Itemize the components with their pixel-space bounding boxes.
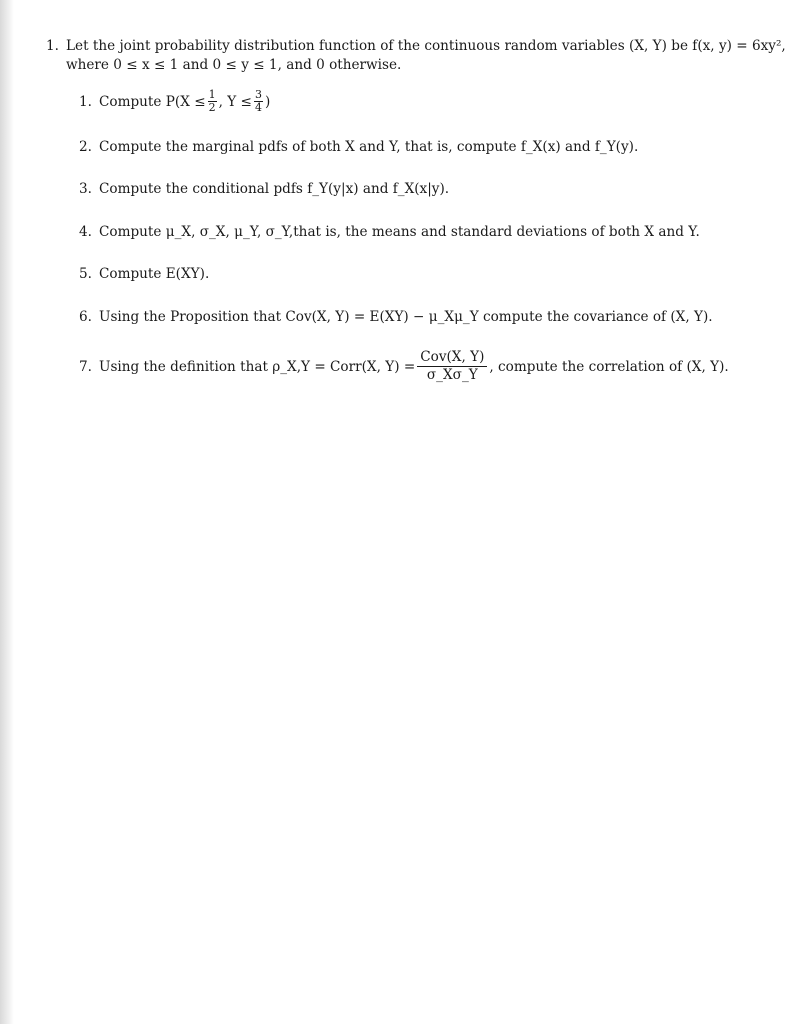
fraction-denominator: 4	[254, 101, 262, 114]
subitem-number: 3.	[79, 181, 92, 197]
subitem-7-text-pre: Using the definition that ρ_X,Y = Corr(X, Y) =	[99, 358, 416, 375]
problem-line-1: Let the joint probability distribution function of the continuous random variables (X, Y) be f(x, y) = 6xy²,	[66, 38, 786, 54]
fraction-numerator: 3	[254, 88, 262, 101]
fraction-denominator: 2	[208, 101, 216, 114]
subitem-1-text-mid: , Y ≤	[218, 93, 252, 110]
problem-number: 1.	[46, 38, 59, 54]
subitem-3-text: Compute the conditional pdfs f_Y(y|x) and f_X(x|y).	[99, 181, 450, 197]
subitem-4-text: Compute μ_X, σ_X, μ_Y, σ_Y,that is, the means and standard deviations of both X and Y.	[99, 224, 700, 240]
problem-line-2: where 0 ≤ x ≤ 1 and 0 ≤ y ≤ 1, and 0 otherwise.	[66, 57, 402, 73]
subitem-6	[79, 309, 713, 325]
subitem-1	[79, 89, 270, 114]
subitem-7	[79, 349, 729, 384]
page-left-shadow	[0, 0, 14, 1024]
subitem-7-text-post: , compute the correlation of (X, Y).	[489, 358, 729, 375]
subitem-number: 7.	[79, 358, 92, 375]
subitem-2-text: Compute the marginal pdfs of both X and Y, that is, compute f_X(x) and f_Y(y).	[99, 139, 639, 155]
subitem-3	[79, 181, 449, 197]
fraction-three-quarters	[254, 89, 263, 114]
fraction-one-half	[208, 89, 217, 114]
subitem-6-text: Using the Proposition that Cov(X, Y) = E(XY) − μ_Xμ_Y compute the covariance of (X, Y).	[99, 309, 713, 325]
problem-statement	[46, 37, 786, 75]
fraction-numerator: Cov(X, Y)	[417, 349, 487, 367]
correlation-fraction	[417, 349, 487, 384]
subitem-number: 5.	[79, 266, 92, 282]
subitem-number: 4.	[79, 224, 92, 240]
subitem-4	[79, 224, 700, 240]
fraction-numerator: 1	[208, 88, 216, 101]
subitem-2	[79, 139, 638, 155]
subitem-number: 6.	[79, 309, 92, 325]
subitem-number: 1.	[79, 93, 92, 110]
subitem-number: 2.	[79, 139, 92, 155]
subitem-1-text-pre: Compute P(X ≤	[99, 93, 206, 110]
subitem-1-text-post: )	[264, 93, 271, 110]
subitem-5	[79, 266, 209, 282]
subitem-5-text: Compute E(XY).	[99, 266, 210, 282]
fraction-denominator: σ_Xσ_Y	[426, 367, 478, 383]
